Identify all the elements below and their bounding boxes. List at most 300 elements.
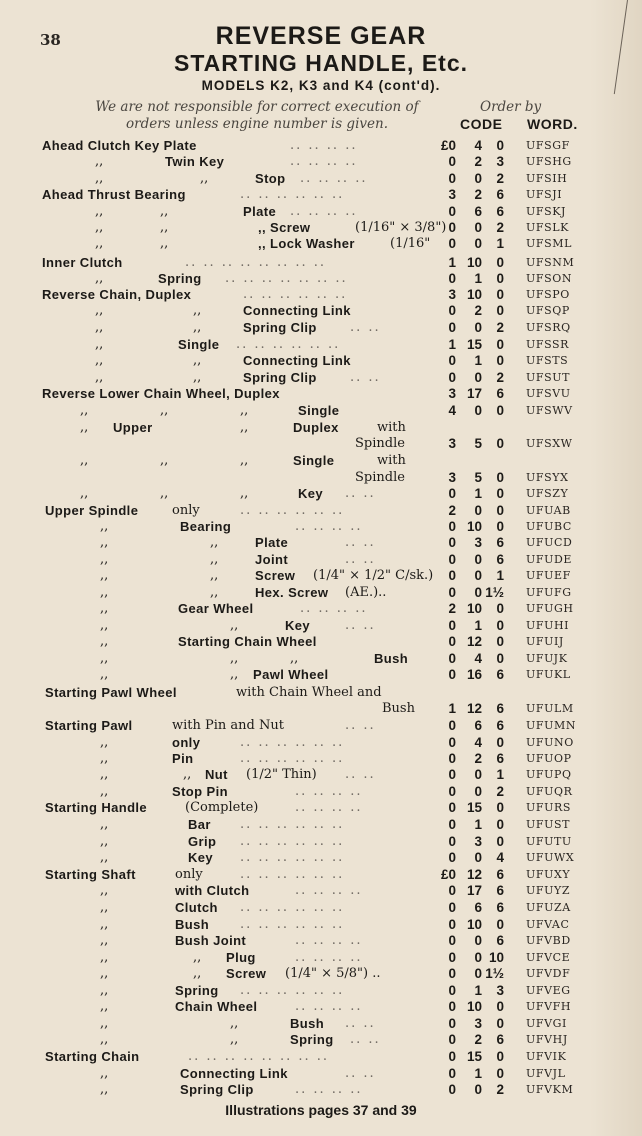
table-row [0,303,642,319]
part-description: Spring [158,271,202,286]
part-description: ,, [100,601,109,616]
code-word: UFUQR [526,785,573,798]
code-word: UFUDE [526,553,573,566]
price-shillings: 0 [474,503,482,518]
price-pounds: 0 [448,568,456,583]
price-pence: 0 [496,1066,504,1081]
part-description: Bush Joint [175,933,247,948]
code-word: UFSUT [526,371,571,384]
leader-dots: .. .. .. .. .. .. [240,867,345,882]
part-description: ,, [100,1016,109,1031]
leader-dots: .. .. .. .. [300,171,368,186]
table-row [0,470,642,486]
price-pence: 2 [496,1082,504,1097]
price-shillings: 12 [466,634,482,649]
part-description: Ahead Clutch Key Plate [42,138,197,153]
table-row [0,320,642,336]
part-description: ,, [100,618,109,633]
price-pounds: 0 [448,1032,456,1047]
table-row [0,800,642,816]
price-pence: 0 [496,287,504,302]
price-pounds: 3 [448,287,456,302]
part-description: ,, [100,1082,109,1097]
leader-dots: .. .. .. .. .. .. [240,917,345,932]
price-pence: 0 [496,999,504,1014]
price-pence: 0 [496,436,504,451]
footer-note: Illustrations pages 37 and 39 [225,1102,417,1118]
price-pence: 0 [496,271,504,286]
code-word: UFUBC [526,520,572,533]
code-word: UFUHI [526,619,570,632]
price-pence: 0 [496,1049,504,1064]
price-pounds: 0 [448,519,456,534]
table-row [0,767,642,783]
part-description: Starting Pawl [45,718,133,733]
part-description: (1/2" Thin) [246,767,317,782]
part-description: Spring Clip [243,320,317,335]
part-description: Pawl Wheel [253,667,329,682]
part-description: only [172,735,201,750]
part-description: Spindle [355,436,405,451]
part-description: ,, [100,966,109,981]
part-description: Duplex [293,420,339,435]
price-pounds: 0 [448,800,456,815]
price-pounds: 0 [448,486,456,501]
price-pounds: 3 [448,436,456,451]
code-word: UFVDF [526,967,571,980]
part-description: ,, [100,850,109,865]
price-pence: 6 [496,751,504,766]
table-row [0,735,642,751]
code-word: UFUZA [526,901,571,914]
table-row [0,255,642,271]
price-pence: 3 [496,154,504,169]
table-row [0,751,642,767]
code-word: UFUTU [526,835,572,848]
code-word: UFSIH [526,172,568,185]
part-description: (Complete) [185,800,259,815]
leader-dots: .. .. .. .. .. .. [243,287,348,302]
price-pounds: 0 [448,353,456,368]
code-word: UFSON [526,272,573,285]
part-description: ,, [100,585,109,600]
price-shillings: 1 [474,817,482,832]
code-word: UFSRQ [526,321,571,334]
price-shillings: 3 [474,1016,482,1031]
part-description: ,, [100,900,109,915]
code-word: UFUJK [526,652,568,665]
table-row [0,784,642,800]
price-shillings: 0 [474,850,482,865]
title-line-1: REVERSE GEAR [215,22,427,50]
part-description: ,, [160,236,169,251]
price-shillings: 0 [474,236,482,251]
part-description: ,, [193,320,202,335]
table-row [0,1016,642,1032]
table-row [0,453,642,469]
part-description: Starting Chain Wheel [178,634,317,649]
part-description: ,, [95,271,104,286]
leader-dots: .. .. [350,370,381,385]
price-pence: 0 [496,138,504,153]
part-description: Bar [188,817,211,832]
price-pounds: 0 [448,999,456,1014]
price-pence: 0 [496,834,504,849]
price-shillings: 0 [474,370,482,385]
price-pounds: 0 [448,900,456,915]
price-pounds: 0 [448,1082,456,1097]
price-pounds: 0 [448,767,456,782]
table-row [0,271,642,287]
price-pence: 0 [496,470,504,485]
leader-dots: .. .. [345,767,376,782]
price-pounds: 0 [448,667,456,682]
price-pence: 2 [496,220,504,235]
part-description: ,, [100,751,109,766]
table-row [0,966,642,982]
table-row [0,287,642,303]
code-word: UFUWX [526,851,575,864]
price-pounds: £0 [440,867,456,882]
price-shillings: 4 [474,651,482,666]
table-row [0,1032,642,1048]
price-shillings: 0 [474,784,482,799]
price-pounds: 3 [448,386,456,401]
price-shillings: 10 [466,287,482,302]
leader-dots: .. .. .. .. .. .. [240,850,345,865]
part-description: Key [285,618,311,633]
price-pence: 0 [496,337,504,352]
part-description: Connecting Link [243,353,351,368]
part-description: only [175,867,203,882]
price-pounds: 0 [448,850,456,865]
part-description: ,, [183,767,192,782]
part-description: (1/4" × 1/2" C/sk.) [313,568,434,583]
part-description: Key [188,850,214,865]
price-pounds: 0 [448,220,456,235]
leader-dots: .. .. .. .. .. .. [236,337,341,352]
price-pounds: 0 [448,303,456,318]
part-description: Spring [175,983,219,998]
price-pence: 0 [496,255,504,270]
leader-dots: .. .. .. .. [290,154,358,169]
code-word: UFUXY [526,868,571,881]
part-description: ,, [230,651,239,666]
part-description: ,, [100,651,109,666]
code-word: UFSTS [526,354,569,367]
price-pounds: 4 [448,403,456,418]
part-description: Starting Handle [45,800,148,815]
leader-dots: .. .. .. .. [295,950,363,965]
price-pence: 0 [496,1016,504,1031]
price-pounds: £0 [440,138,456,153]
price-shillings: 0 [474,966,482,981]
table-row [0,171,642,187]
part-description: ,, [100,784,109,799]
table-row [0,900,642,916]
price-shillings: 5 [474,470,482,485]
part-description: Connecting Link [243,303,351,318]
price-pounds: 3 [448,187,456,202]
code-word: UFUYZ [526,884,571,897]
price-pounds: 0 [448,966,456,981]
code-word: UFVAC [526,918,570,931]
price-pounds: 0 [448,917,456,932]
code-word: UFVIK [526,1050,567,1063]
price-pounds: 0 [448,1049,456,1064]
leader-dots: .. .. [345,535,376,550]
price-pence: 1 [496,236,504,251]
leader-dots: .. .. .. .. .. .. [240,817,345,832]
price-pence: 6 [496,718,504,733]
part-description: Starting Chain [45,1049,140,1064]
price-pence: 6 [496,933,504,948]
part-description: ,, [100,535,109,550]
leader-dots: .. .. .. .. .. .. [240,834,345,849]
price-pounds: 0 [448,171,456,186]
price-shillings: 17 [466,386,482,401]
price-pence: 0 [496,735,504,750]
part-description: ,, [230,1032,239,1047]
table-row [0,535,642,551]
part-description: ,, [100,999,109,1014]
part-description: ,, [100,519,109,534]
part-description: Single [298,403,340,418]
leader-dots: .. .. .. .. .. .. [240,983,345,998]
part-description: ,, [100,767,109,782]
price-pence: 0 [496,403,504,418]
part-description: with Chain Wheel and [236,685,382,700]
leader-dots: .. .. .. .. .. .. [240,735,345,750]
part-description: ,, [210,568,219,583]
part-description: with Pin and Nut [172,718,284,733]
price-pence: 2 [496,320,504,335]
code-word: UFVJL [526,1067,566,1080]
price-pounds: 0 [448,370,456,385]
part-description: Nut [205,767,228,782]
price-pounds: 0 [448,817,456,832]
code-word: UFSNM [526,256,575,269]
price-shillings: 0 [474,403,482,418]
table-row [0,138,642,154]
part-description: ,, [100,883,109,898]
price-pence: 0 [496,651,504,666]
code-word: UFSWV [526,404,573,417]
leader-dots: .. .. .. .. .. .. [240,503,345,518]
price-pence: 0 [496,503,504,518]
part-description: Key [298,486,324,501]
part-description: Reverse Chain, Duplex [42,287,192,302]
price-pence: 0 [496,800,504,815]
price-shillings: 16 [466,667,482,682]
code-word: UFSGF [526,139,570,152]
price-shillings: 6 [474,204,482,219]
part-description: ,, [240,403,249,418]
price-pounds: 2 [448,503,456,518]
table-row [0,850,642,866]
price-pence: 6 [496,204,504,219]
part-description: ,, [193,950,202,965]
price-pence: 4 [496,850,504,865]
price-pounds: 0 [448,784,456,799]
price-shillings: 15 [466,1049,482,1064]
part-description: Upper [113,420,153,435]
leader-dots: .. .. .. .. .. .. .. [225,271,348,286]
price-pounds: 0 [448,634,456,649]
part-description: Stop [255,171,286,186]
part-description: ,, [193,370,202,385]
price-shillings: 12 [466,867,482,882]
price-shillings: 10 [466,255,482,270]
price-shillings: 10 [466,917,482,932]
part-description: ,, [80,453,89,468]
part-description: Starting Shaft [45,867,136,882]
leader-dots: .. .. [350,320,381,335]
price-pence: 0 [496,486,504,501]
part-description: Plate [255,535,289,550]
price-pounds: 1 [448,337,456,352]
part-description: ,, [100,817,109,832]
code-word: UFUFG [526,586,572,599]
part-description: ,, Screw [258,220,311,235]
price-pence: 0 [496,917,504,932]
price-shillings: 1 [474,353,482,368]
price-pounds: 1 [448,255,456,270]
price-shillings: 0 [474,220,482,235]
table-row [0,420,642,436]
leader-dots: .. .. .. .. [295,519,363,534]
part-description: ,, [95,320,104,335]
table-row [0,503,642,519]
part-description: ,, [100,983,109,998]
part-description: ,, [100,950,109,965]
table-row [0,883,642,899]
price-pence: 6 [496,701,504,716]
price-pence: 1 [496,767,504,782]
part-description: ,, [100,552,109,567]
table-row [0,436,642,452]
part-description: Pin [172,751,194,766]
price-shillings: 6 [474,718,482,733]
price-shillings: 15 [466,337,482,352]
price-pence: 2 [496,370,504,385]
leader-dots: .. .. .. .. .. .. [240,187,345,202]
code-word: UFSKJ [526,205,567,218]
table-row [0,867,642,883]
code-word: UFUGH [526,602,574,615]
part-description: ,, [100,735,109,750]
leader-dots: .. .. .. .. [295,784,363,799]
leader-dots: .. .. [345,1066,376,1081]
code-word: UFSZY [526,487,569,500]
part-description: with [377,420,406,435]
table-row [0,950,642,966]
table-row [0,386,642,402]
leader-dots: .. .. [345,618,376,633]
part-description: Bush [290,1016,325,1031]
price-shillings: 10 [466,999,482,1014]
price-shillings: 2 [474,751,482,766]
leader-dots: .. .. .. .. [290,138,358,153]
leader-dots: .. .. .. .. [295,1082,363,1097]
table-row [0,370,642,386]
price-pounds: 0 [448,651,456,666]
table-row [0,834,642,850]
part-description: Starting Pawl Wheel [45,685,177,700]
part-description: ,, [95,220,104,235]
price-shillings: 0 [474,552,482,567]
part-description: Bush [382,701,415,716]
leader-dots: .. .. .. .. [295,933,363,948]
price-pounds: 0 [448,618,456,633]
price-pence: 6 [496,900,504,915]
part-description: Grip [188,834,217,849]
part-description: only [172,503,200,518]
part-description: ,, [240,486,249,501]
price-pounds: 0 [448,154,456,169]
leader-dots: .. .. [350,1032,381,1047]
price-pence: 2 [496,784,504,799]
part-description: Gear Wheel [178,601,254,616]
price-pence: 0 [496,519,504,534]
price-pence: 6 [496,1032,504,1047]
price-pence: 1 [496,568,504,583]
part-description: Stop Pin [172,784,228,799]
price-pence: 3 [496,983,504,998]
part-description: Reverse Lower Chain Wheel, Duplex [42,386,280,401]
part-description: ,, [80,403,89,418]
price-shillings: 15 [466,800,482,815]
code-word: UFUAB [526,504,571,517]
code-word: UFVHJ [526,1033,568,1046]
part-description: Inner Clutch [42,255,123,270]
price-shillings: 17 [466,883,482,898]
price-pounds: 0 [448,1066,456,1081]
part-description: Spring Clip [243,370,317,385]
price-pence: 6 [496,535,504,550]
price-shillings: 2 [474,187,482,202]
table-row [0,999,642,1015]
table-row [0,983,642,999]
table-row [0,701,642,717]
price-shillings: 10 [466,601,482,616]
price-pence: 1½ [485,966,504,981]
part-description: ,, [193,303,202,318]
part-description: Connecting Link [180,1066,288,1081]
leader-dots: .. .. [345,1016,376,1031]
order-by-label: Order by [480,99,542,115]
leader-dots: .. .. [345,486,376,501]
part-description: with [377,453,406,468]
part-description: ,, [230,618,239,633]
table-row [0,1082,642,1098]
table-row [0,353,642,369]
price-pounds: 0 [448,552,456,567]
part-description: Bush [374,651,409,666]
part-description: ,, [160,403,169,418]
title-line-2: STARTING HANDLE, Etc. [173,50,469,76]
leader-dots: .. .. .. .. [295,883,363,898]
part-description: ,, [95,154,104,169]
price-pounds: 0 [448,320,456,335]
leader-dots: .. .. [345,552,376,567]
part-description: Screw [255,568,296,583]
price-pounds: 0 [448,983,456,998]
part-description: ,, Lock Washer [258,236,355,251]
code-word: UFVCE [526,951,571,964]
part-description: Single [293,453,335,468]
part-description: ,, [230,1016,239,1031]
